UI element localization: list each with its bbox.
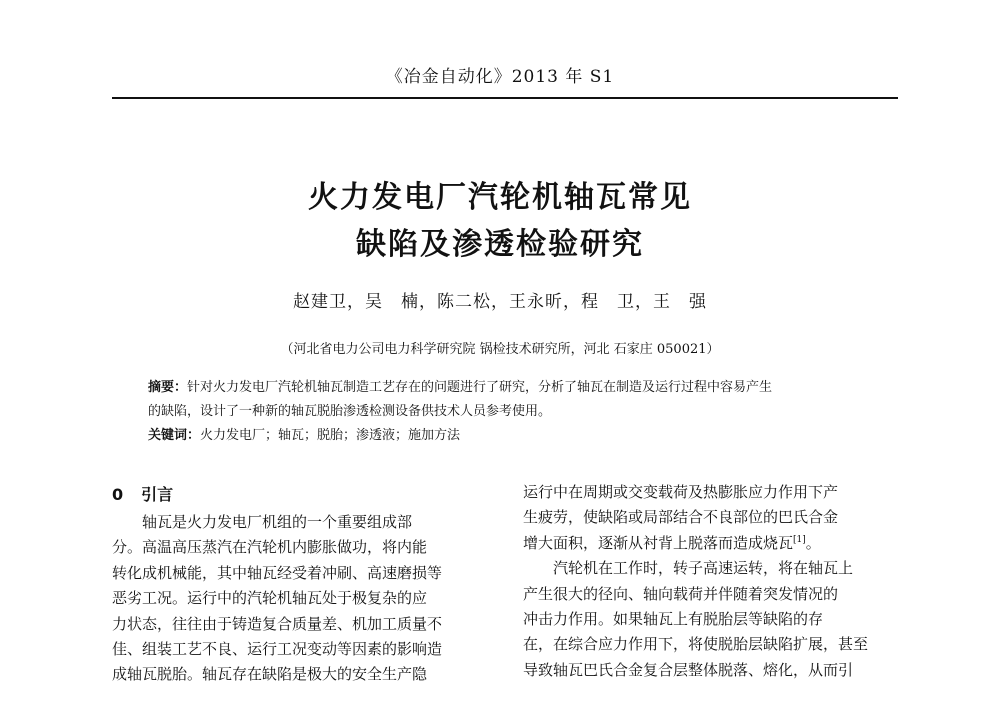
abstract-line-2: 的缺陷，设计了一种新的轴瓦脱胎渗透检测设备供技术人员参考使用。	[148, 404, 552, 419]
section-number: 0	[112, 485, 124, 504]
abstract-line-1	[148, 376, 868, 400]
body-line: 生疲劳，使缺陷或局部结合不良部位的巴氏合金	[523, 508, 839, 527]
body-line: 在，在综合应力作用下，将使脱胎层缺陷扩展，甚至	[523, 635, 869, 654]
paper-title-line-1: 火力发电厂汽轮机轴瓦常见	[308, 180, 692, 215]
right-column	[523, 480, 903, 683]
body-line: 力状态，往往由于铸造复合质量差、机加工质量不	[112, 614, 443, 633]
body-text: 增大面积，逐渐从衬背上脱落而造成烧瓦	[523, 533, 794, 552]
section-title: 引言	[141, 485, 174, 504]
keywords-label: 关键词：	[148, 428, 201, 443]
author-list: 赵建卫，吴 楠，陈二松，王永昕，程 卫，王 强	[293, 292, 707, 312]
paper-title-line-2: 缺陷及渗透检验研究	[356, 227, 644, 262]
citation-ref: [1]	[793, 534, 806, 545]
keywords-line	[148, 424, 868, 448]
keywords-text: 火力发电厂；轴瓦；脱胎；渗透液；施加方法	[200, 428, 461, 443]
section-heading	[112, 480, 492, 510]
body-line: 成轴瓦脱胎。轴瓦存在缺陷是极大的安全生产隐	[112, 665, 428, 684]
left-column	[112, 480, 492, 688]
body-line: 产生很大的径向、轴向载荷并伴随着突发情况的	[523, 584, 839, 603]
abstract-text-1: 针对火力发电厂汽轮机轴瓦制造工艺存在的问题进行了研究，分析了轴瓦在制造及运行过程中容易产生	[187, 380, 773, 395]
body-line: 导致轴瓦巴氏合金复合层整体脱落、熔化，从而引	[523, 660, 854, 679]
abstract-label: 摘要：	[148, 380, 188, 395]
header-rule	[112, 97, 898, 99]
body-line: 冲击力作用。如果轴瓦上有脱胎层等缺陷的存	[523, 610, 824, 629]
body-line: 汽轮机在工作时，转子高速运转，将在轴瓦上	[553, 559, 854, 578]
affiliation: （河北省电力公司电力科学研究院 锅检技术研究所，河北 石家庄 050021）	[280, 342, 720, 357]
journal-header: 《冶金自动化》2013 年 S1	[385, 67, 615, 87]
body-line-with-citation	[523, 531, 903, 556]
body-line: 运行中在周期或交变载荷及热膨胀应力作用下产	[523, 483, 839, 501]
body-line: 轴瓦是火力发电厂机组的一个重要组成部	[142, 513, 413, 531]
body-line: 转化成机械能，其中轴瓦经受着冲刷、高速磨损等	[112, 563, 443, 582]
body-line: 分。高温高压蒸汽在汽轮机内膨胀做功，将内能	[112, 538, 428, 557]
citation-tail: 。	[805, 533, 821, 552]
body-line: 恶劣工况。运行中的汽轮机轴瓦处于极复杂的应	[112, 589, 428, 608]
body-line: 佳、组装工艺不良、运行工况变动等因素的影响造	[112, 640, 443, 659]
